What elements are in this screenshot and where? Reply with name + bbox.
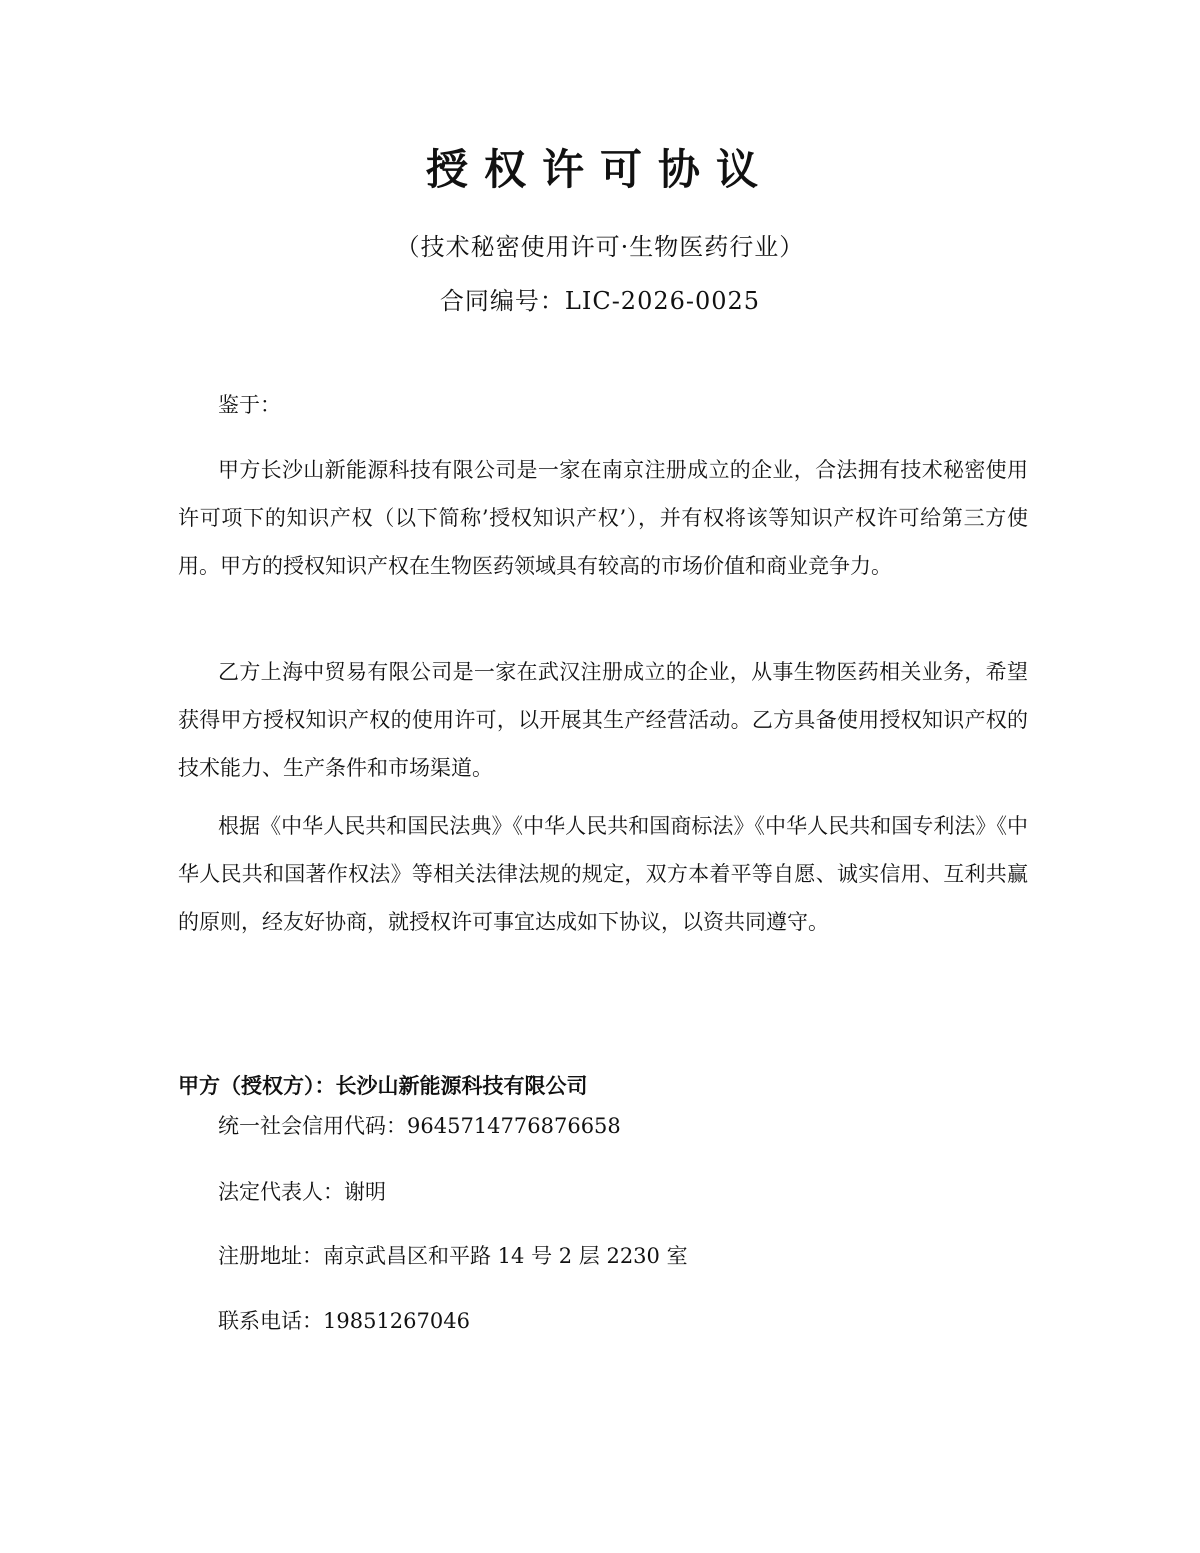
party-a-legal-representative: 法定代表人：谢明 <box>218 1180 386 1204</box>
party-a-phone: 联系电话：19851267046 <box>218 1309 470 1333</box>
recital-paragraph-party-a: 甲方长沙山新能源科技有限公司是一家在南京注册成立的企业，合法拥有技术秘密使用许可项下的知识产权（以下简称’授权知识产权’），并有权将该等知识产权许可给第三方使用。甲方的授权知识产权在生物医药领域具有较高的市场价值和商业竞争力。 <box>178 458 1028 578</box>
document-title: 授权许可协议 <box>425 145 774 194</box>
party-a-credit-code: 统一社会信用代码：9645714776876658 <box>218 1114 621 1138</box>
contract-number: 合同编号：LIC-2026-0025 <box>439 287 761 315</box>
recitals-lead: 鉴于： <box>218 393 281 417</box>
document-subtitle: （技术秘密使用许可·生物医药行业） <box>395 233 805 261</box>
recital-paragraph-party-b: 乙方上海中贸易有限公司是一家在武汉注册成立的企业，从事生物医药相关业务，希望获得甲方授权知识产权的使用许可，以开展其生产经营活动。乙方具备使用授权知识产权的技术能力、生产条件和市场渠道。 <box>178 660 1028 780</box>
party-a-address: 注册地址：南京武昌区和平路 14 号 2 层 2230 室 <box>218 1244 688 1268</box>
party-a-heading: 甲方（授权方）：长沙山新能源科技有限公司 <box>178 1074 588 1098</box>
recital-paragraph-legal-basis: 根据《中华人民共和国民法典》《中华人民共和国商标法》《中华人民共和国专利法》《中华人民共和国著作权法》等相关法律法规的规定，双方本着平等自愿、诚实信用、互利共赢的原则，经友好协商，就授权许可事宜达成如下协议，以资共同遵守。 <box>178 814 1028 934</box>
